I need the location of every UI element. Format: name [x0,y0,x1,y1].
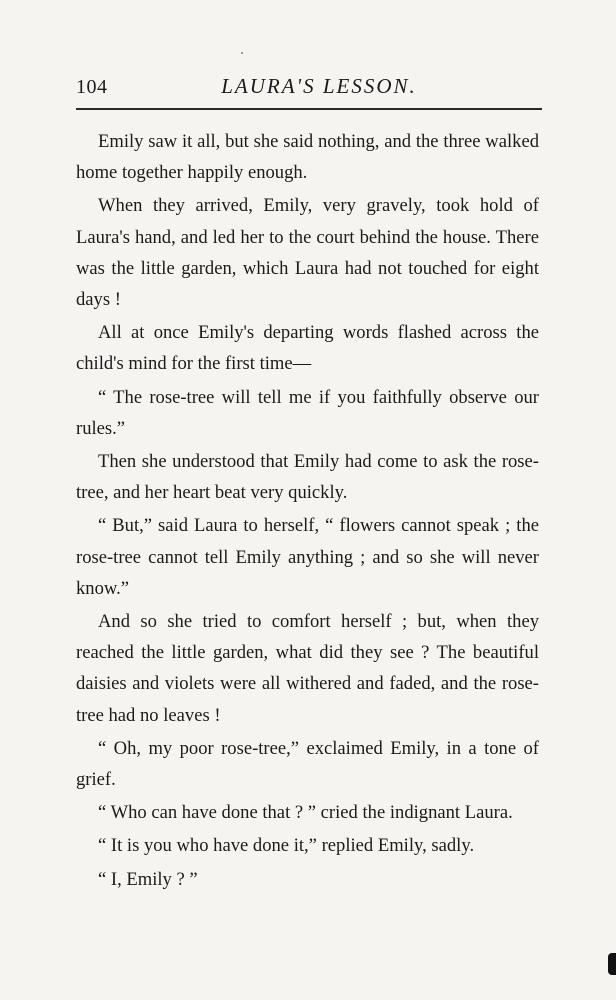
body-text [76,126,539,897]
paragraph: “ Who can have done that ? ” cried the indignant Laura. [98,802,513,824]
paragraph: And so she tried to comfort herself ; but, when they reached the little garden, what did they see ? The beautiful daisies and violets were all withered and faded, and the rose-tree had no leaves ! [76,611,539,726]
paragraph: When they arrived, Emily, very gravely, took hold of Laura's hand, and led her to the court behind the house. There was the little garden, which Laura had not touched for eight days ! [76,195,539,311]
paragraph: All at once Emily's departing words flashed across the child's mind for the first time— [76,322,539,375]
page-edge-mark [608,953,616,975]
paragraph: Then she understood that Emily had come to ask the rose-tree, and her heart beat very quickly. [76,451,539,504]
paragraph: “ The rose-tree will tell me if you faithfully observe our rules.” [76,386,539,439]
page-number: 104 [76,76,108,98]
running-title: LAURA'S LESSON. [221,74,417,98]
page-header [76,70,542,106]
print-speck [241,52,243,54]
paragraph: “ I, Emily ? ” [98,868,198,890]
paragraph: “ But,” said Laura to herself, “ flowers cannot speak ; the rose-tree cannot tell Emily anything ; and so she will never know.” [76,515,539,599]
header-rule [76,108,542,110]
paragraph: “ Oh, my poor rose-tree,” exclaimed Emily, in a tone of grief. [76,737,539,791]
paragraph: Emily saw it all, but she said nothing, and the three walked home together happily enough. [76,131,539,184]
paragraph: “ It is you who have done it,” replied Emily, sadly. [98,835,475,857]
